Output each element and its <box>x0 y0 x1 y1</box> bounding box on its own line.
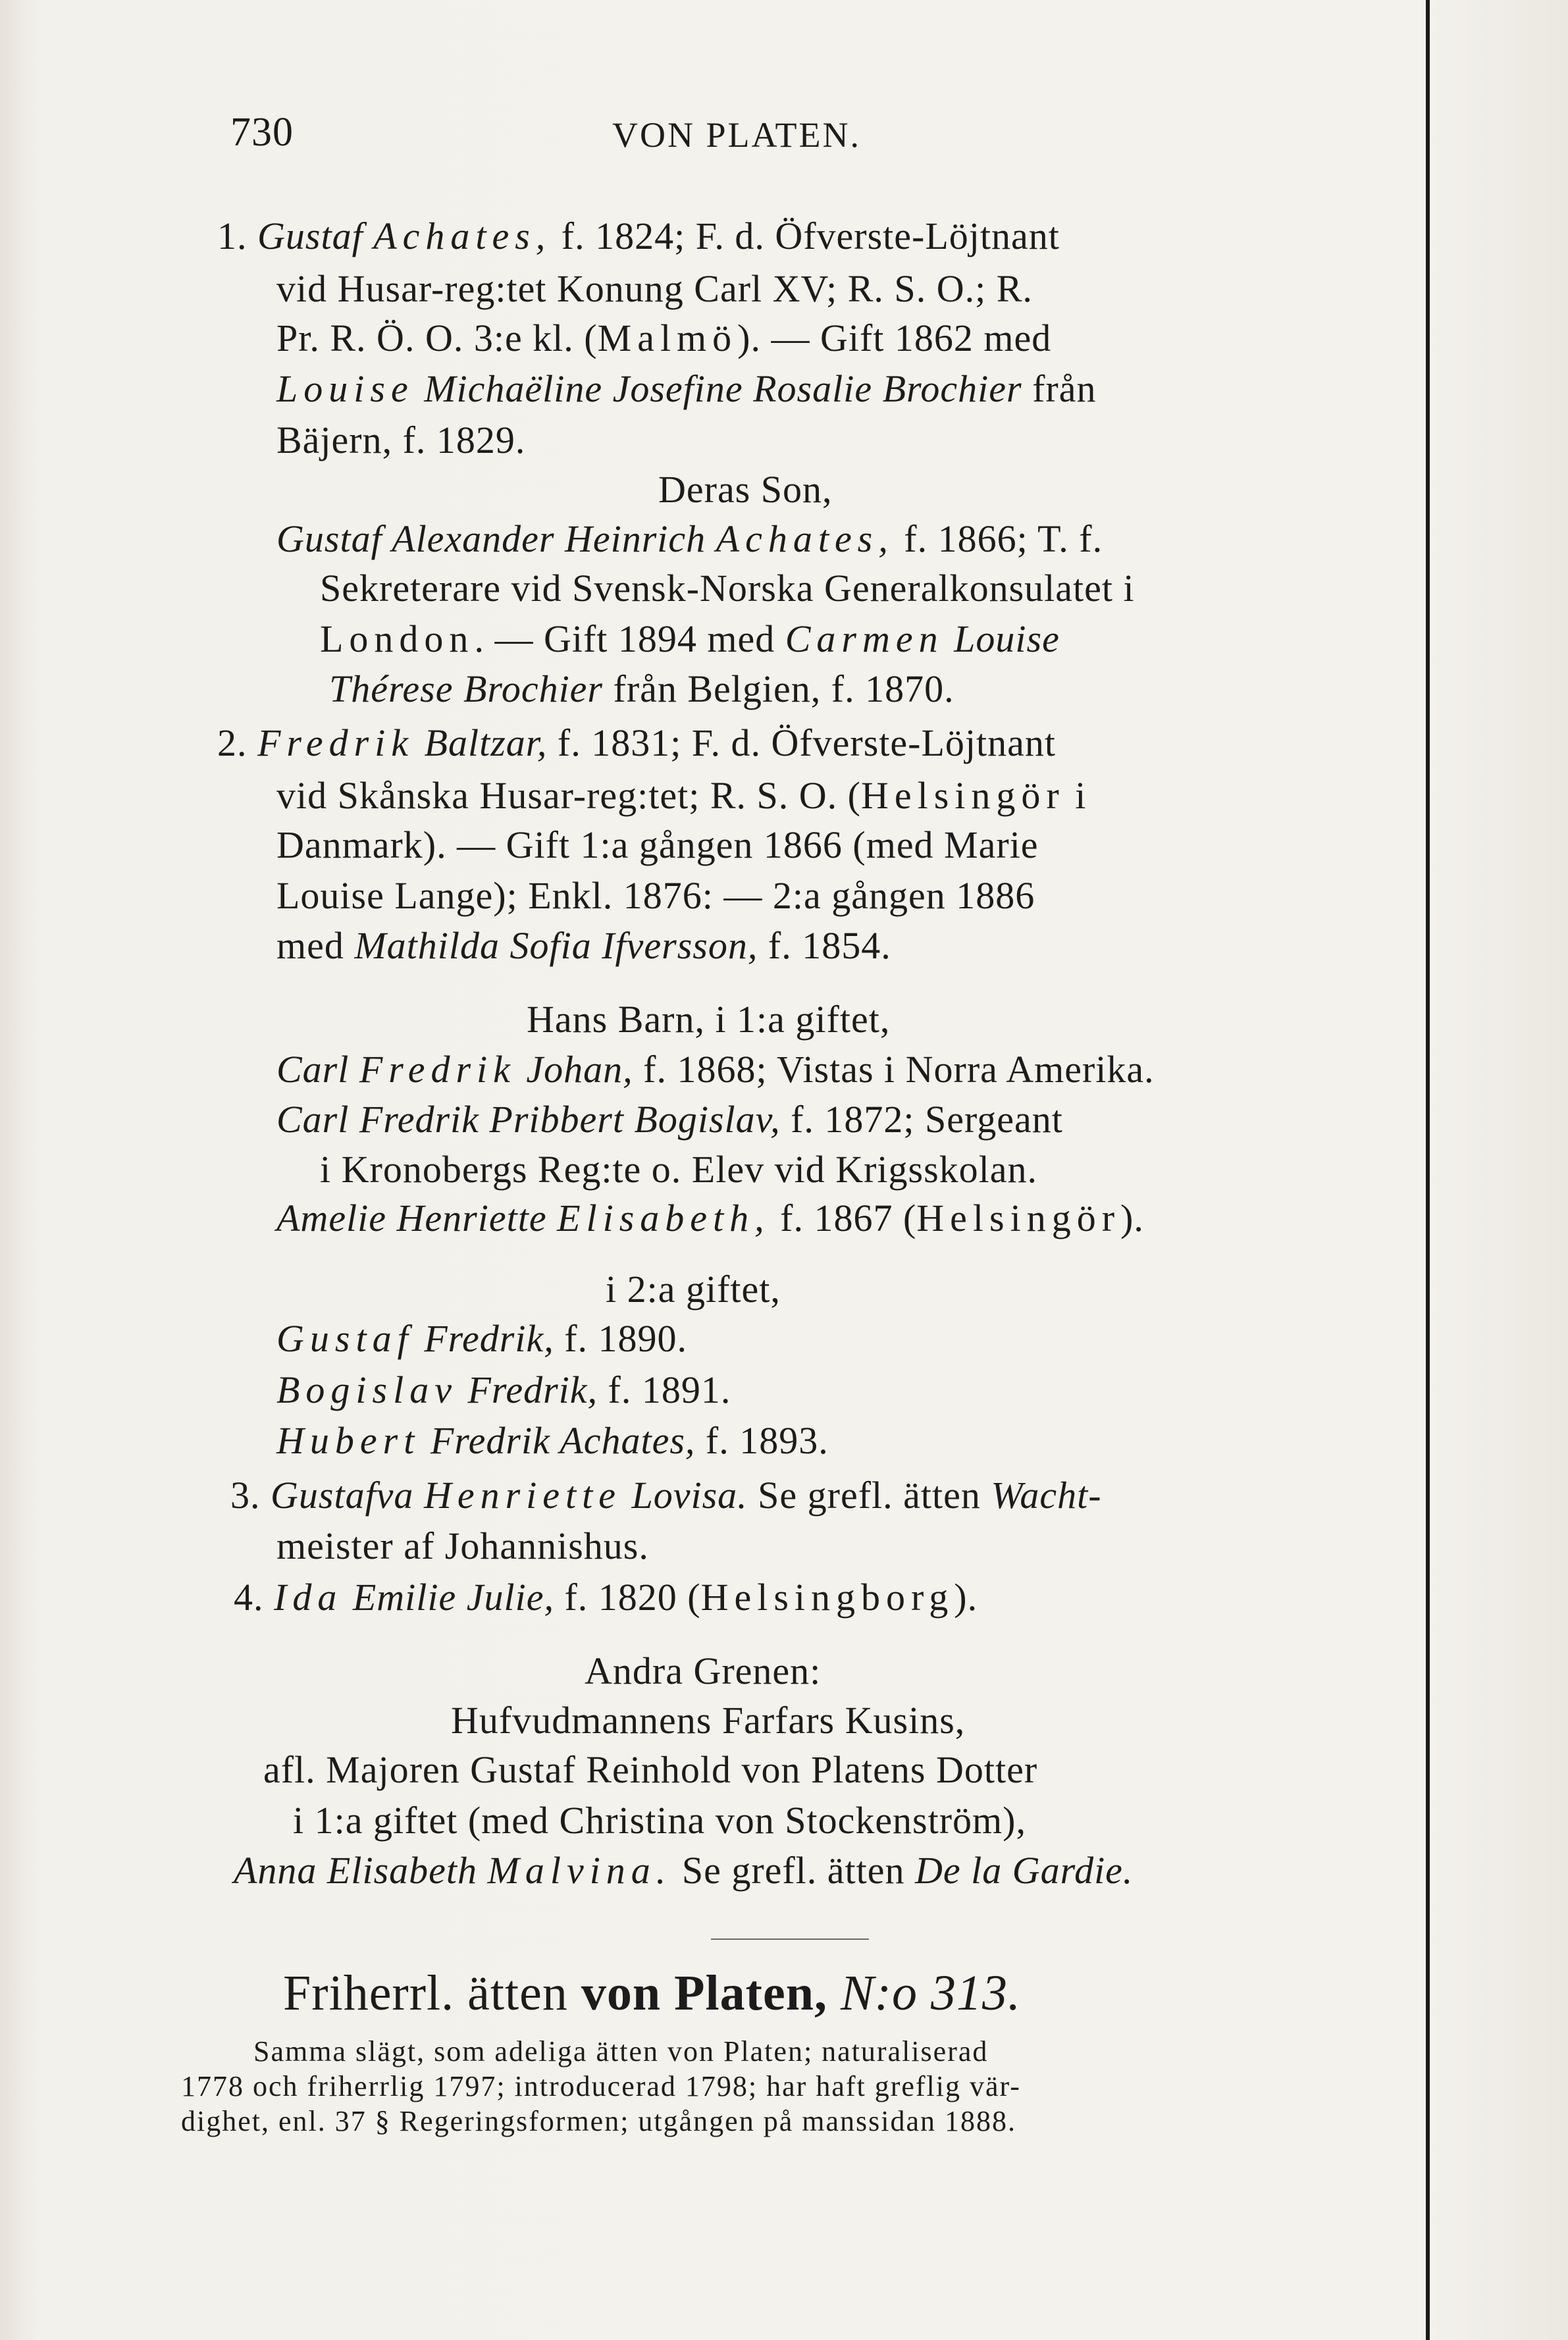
number-text: 2. <box>217 721 248 764</box>
entry-text: f. 1866; T. f. <box>904 517 1103 560</box>
entry-text-line <box>329 667 954 710</box>
person-name-spaced: Elisabeth, <box>557 1197 770 1239</box>
entry-text: i Kronobergs Reg:te o. Elev vid Krigsskolan. <box>320 1148 1038 1191</box>
place-name: London <box>320 617 475 660</box>
entry-number <box>217 217 1060 255</box>
person-name-spaced: Carmen <box>785 617 944 660</box>
person-name-spaced: Achates, <box>373 215 552 257</box>
number-text: 3. <box>230 1474 261 1517</box>
entry-text: Pr. R. Ö. O. 3:e kl. ( <box>276 317 598 359</box>
entry-text: Sekreterare vid Svensk-Norska Generalkonsulatet i <box>320 567 1135 610</box>
person-name: Michaëline Josefine Rosalie Brochier <box>424 367 1022 410</box>
children-heading: i 2:a giftet, <box>606 1268 781 1311</box>
person-name-spaced: Fredrik <box>257 721 415 764</box>
child-line <box>276 1048 1155 1091</box>
person-name-spaced: Hubert <box>276 1419 421 1462</box>
page-edge-rule <box>1426 0 1430 2340</box>
person-name-spaced: Gustaf <box>276 1317 414 1360</box>
entry-text: från <box>1032 367 1097 410</box>
child-line <box>276 517 1103 560</box>
number-text: 4. <box>234 1576 264 1619</box>
entry-text: ). <box>1120 1197 1144 1239</box>
entry-text: Se grefl. ätten <box>758 1474 981 1517</box>
person-name: Louise <box>954 617 1060 660</box>
entry-text: Hufvudmannens Farfars Kusins, <box>451 1699 966 1742</box>
entry-text: Se grefl. ätten <box>681 1849 905 1892</box>
place-name: Malmö <box>597 317 738 359</box>
entry-text: f. 1872; Sergeant <box>791 1098 1063 1141</box>
section-body-line: dighet, enl. 37 § Regeringsformen; utgången på manssidan 1888. <box>181 2105 1016 2137</box>
person-name: Emilie Julie, <box>352 1576 554 1619</box>
entry-text: vid Husar-reg:tet Konung Carl XV; R. S. O.; R. <box>276 267 1033 310</box>
person-name: Carl <box>276 1048 350 1091</box>
section-title-name: von Platen, <box>581 1965 827 2021</box>
person-name-spaced: Malvina. <box>487 1849 672 1892</box>
person-name-spaced: Ida <box>274 1576 343 1619</box>
section-body-line: Samma slägt, som adeliga ätten von Platen; naturaliserad <box>253 2035 989 2067</box>
page-number: 730 <box>230 110 294 155</box>
entry-text: . — Gift 1894 med <box>474 617 775 660</box>
family-reference: De la Gardie. <box>915 1849 1134 1892</box>
entry-text-line <box>320 617 1060 660</box>
person-name: Gustaf Alexander Heinrich <box>276 517 706 560</box>
entry-text: i <box>1075 774 1087 817</box>
person-name: Gustafva <box>271 1474 414 1517</box>
number-text: 1. <box>217 215 248 257</box>
child-line <box>276 1317 688 1360</box>
person-name: Fredrik, <box>467 1368 598 1411</box>
entry-number <box>217 721 1056 764</box>
entry-text: f. 1891. <box>608 1368 731 1411</box>
person-name: Fredrik, <box>424 1317 554 1360</box>
entry-text: Danmark). — Gift 1:a gången 1866 (med Marie <box>276 823 1039 866</box>
entry-text: f. 1890. <box>564 1317 688 1360</box>
entry-text: Louise Lange); Enkl. 1876: — 2:a gången 1886 <box>276 874 1035 917</box>
children-heading: Hans Barn, i 1:a giftet, <box>527 998 891 1041</box>
entry-text: afl. Majoren Gustaf Reinhold von Platens Dotter <box>263 1748 1038 1791</box>
child-line <box>276 1199 1144 1237</box>
section-divider <box>711 1938 869 1940</box>
person-name: Thérese Brochier <box>329 667 603 710</box>
person-name: Gustaf <box>257 215 363 257</box>
entry-number <box>234 1578 978 1617</box>
entry-text: från Belgien, f. 1870. <box>613 667 954 710</box>
child-line <box>276 1098 1063 1141</box>
children-heading: Deras Son, <box>658 468 833 511</box>
place-name: Helsingör <box>916 1197 1121 1239</box>
entry-text-line <box>276 367 1097 410</box>
person-name-spaced: Achates, <box>716 517 894 560</box>
entry-text: vid Skånska Husar-reg:tet; R. S. O. ( <box>276 774 861 817</box>
family-reference: meister af Johannishus. <box>276 1524 649 1567</box>
section-body-line: 1778 och friherrlig 1797; introducerad 1798; har haft greflig vär- <box>181 2070 1021 2102</box>
person-name-spaced: Fredrik <box>359 1048 516 1091</box>
person-name: Baltzar, <box>424 721 548 764</box>
entry-text-line <box>234 1849 1134 1892</box>
child-line <box>276 1368 731 1411</box>
entry-text: ). <box>954 1576 978 1619</box>
branch-heading: Andra Grenen: <box>585 1650 822 1692</box>
entry-text: i 1:a giftet (med Christina von Stockenström), <box>293 1799 1026 1842</box>
section-title <box>283 1965 1021 2021</box>
entry-text: med <box>276 924 344 967</box>
entry-text: ). — Gift 1862 med <box>737 317 1052 359</box>
place-name: Helsingborg <box>700 1576 954 1619</box>
person-name: Lovisa. <box>631 1474 748 1517</box>
section-title-prefix: Friherrl. ätten <box>283 1965 568 2021</box>
entry-text: f. 1867 ( <box>780 1197 917 1239</box>
entry-text-line <box>276 774 1087 817</box>
entry-text: Bäjern, f. 1829. <box>276 419 526 461</box>
person-name: Amelie Henriette <box>276 1197 547 1239</box>
entry-text-line <box>276 924 891 967</box>
person-name-spaced: Henriette <box>423 1474 621 1517</box>
running-title: VON PLATEN. <box>612 115 861 155</box>
person-name: Fredrik Achates, <box>430 1419 696 1462</box>
entry-text: f. 1824; F. d. Öfverste-Löjtnant <box>561 215 1060 257</box>
entry-text: f. 1868; Vistas i Norra Amerika. <box>643 1048 1155 1091</box>
place-name: Helsingör <box>861 774 1065 817</box>
child-line <box>276 1419 829 1462</box>
family-reference: Wacht- <box>991 1474 1102 1517</box>
person-name: Anna Elisabeth <box>234 1849 478 1892</box>
person-name: Carl Fredrik Pribbert Bogislav, <box>276 1098 781 1141</box>
entry-text: f. 1820 ( <box>564 1576 701 1619</box>
person-name: Mathilda Sofia Ifversson, <box>354 924 758 967</box>
entry-text-line <box>276 319 1051 357</box>
person-name-spaced: Bogislav <box>276 1368 457 1411</box>
section-title-number: N:o 313. <box>840 1965 1021 2021</box>
entry-text: f. 1893. <box>705 1419 829 1462</box>
entry-text: f. 1854. <box>768 924 891 967</box>
entry-text: f. 1831; F. d. Öfverste-Löjtnant <box>557 721 1056 764</box>
person-name: Johan, <box>526 1048 633 1091</box>
person-name-spaced: Louise <box>276 367 414 410</box>
entry-number <box>230 1476 1102 1515</box>
